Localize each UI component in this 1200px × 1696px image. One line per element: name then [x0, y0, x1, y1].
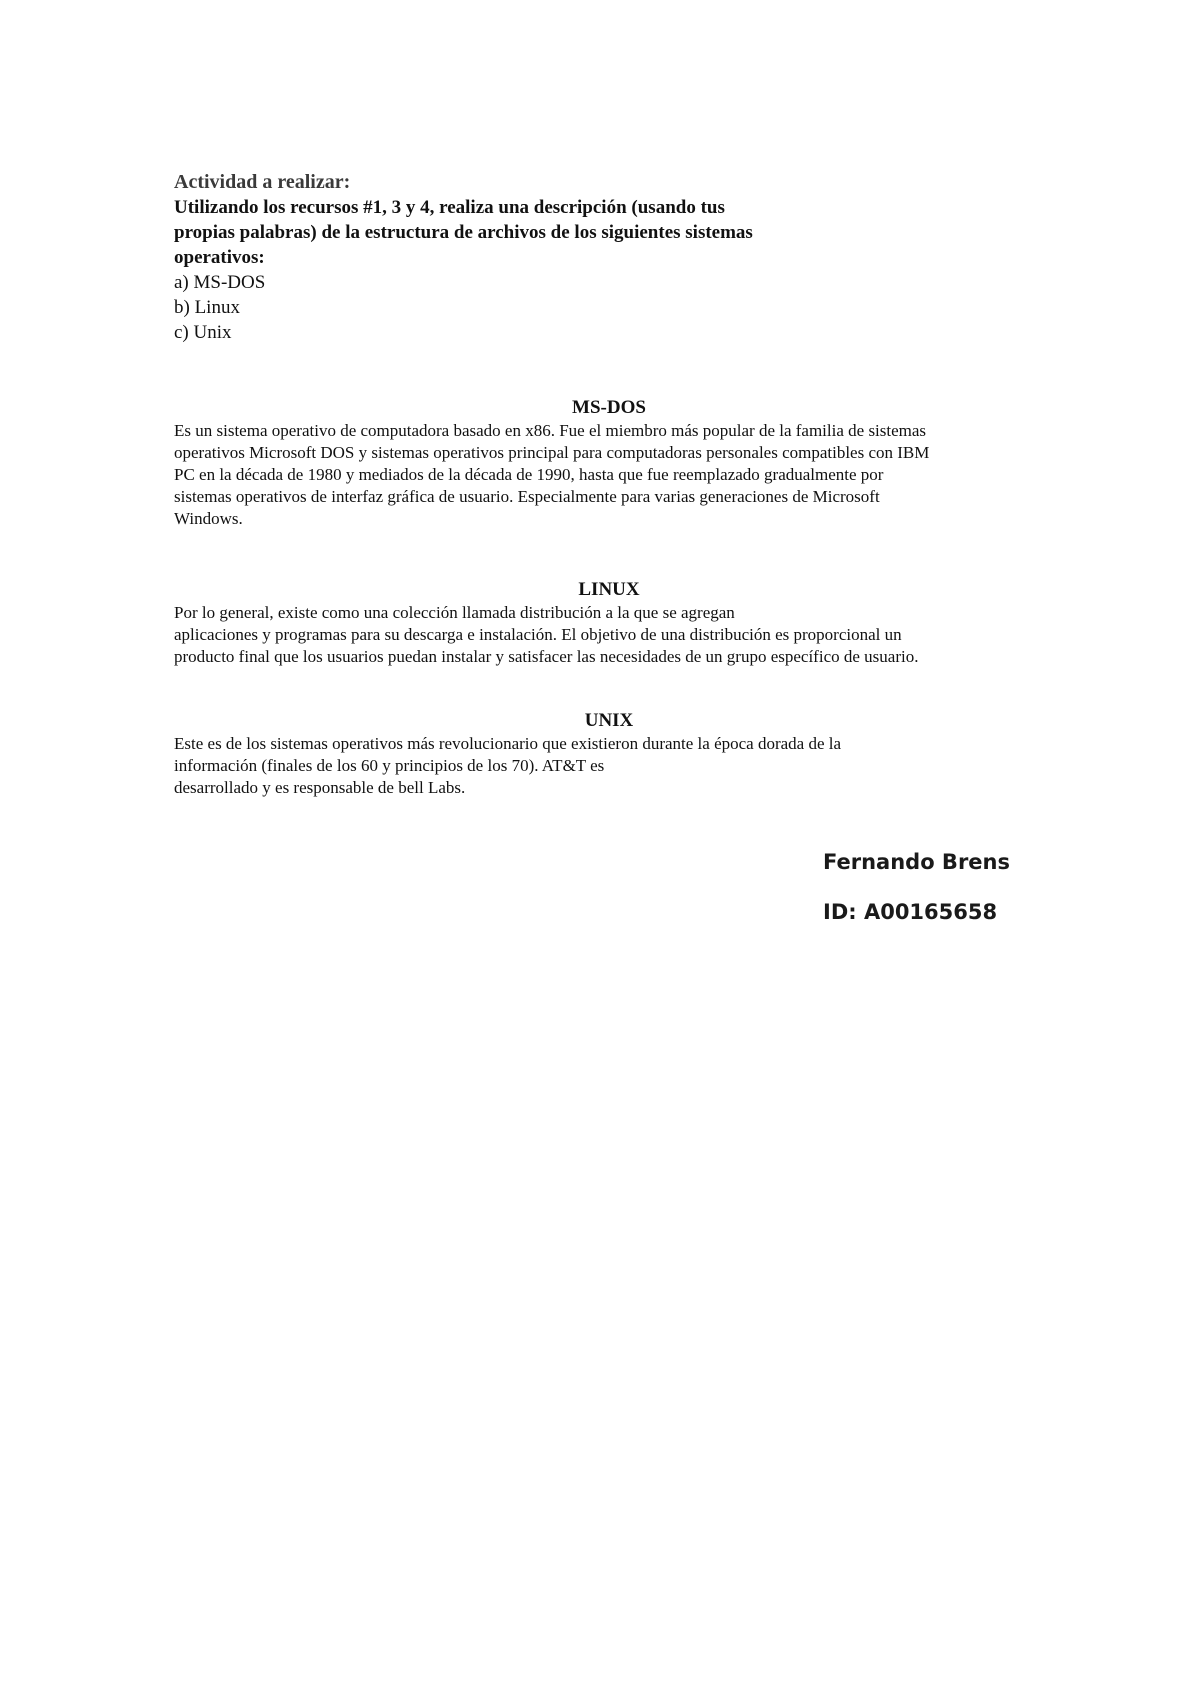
- option-msdos: a) MS-DOS: [174, 272, 266, 293]
- author-name: Fernando Brens: [823, 850, 1010, 874]
- option-linux: b) Linux: [174, 297, 240, 318]
- paragraph-line: Es un sistema operativo de computadora basado en x86. Fue el miembro más popular de la familia de sistemas: [174, 421, 927, 440]
- activity-instructions: [174, 195, 814, 270]
- instruction-line: operativos:: [174, 247, 265, 268]
- paragraph-line: operativos Microsoft DOS y sistemas operativos principal para computadoras personales compatibles con IBM: [174, 443, 930, 462]
- paragraph-line: Por lo general, existe como una colección llamada distribución a la que se agregan: [174, 603, 735, 622]
- paragraph-line: sistemas operativos de interfaz gráfica de usuario. Especialmente para varias generaciones de Microsoft: [174, 487, 880, 506]
- instruction-line: Utilizando los recursos #1, 3 y 4, realiza una descripción (usando tus: [174, 197, 725, 218]
- paragraph-line: Este es de los sistemas operativos más revolucionario que existieron durante la época dorada de la: [174, 734, 842, 753]
- paragraph-line: aplicaciones y programas para su descarga e instalación. El objetivo de una distribución es proporcional un: [174, 625, 902, 644]
- section-title: MS-DOS: [572, 397, 646, 418]
- paragraph-line: Windows.: [174, 509, 243, 528]
- section-title: LINUX: [578, 579, 640, 600]
- section-title: UNIX: [584, 710, 634, 731]
- section-msdos: [174, 396, 1044, 530]
- paragraph-line: PC en la década de 1980 y mediados de la década de 1990, hasta que fue reemplazado gradualmente por: [174, 465, 884, 484]
- option-unix: c) Unix: [174, 322, 232, 343]
- paragraph-line: desarrollado y es responsable de bell Labs.: [174, 778, 466, 797]
- signature-block: [823, 849, 1010, 949]
- activity-heading: Actividad a realizar:: [174, 171, 351, 193]
- author-id: ID: A00165658: [823, 900, 998, 924]
- instruction-line: propias palabras) de la estructura de archivos de los siguientes sistemas: [174, 222, 753, 243]
- section-linux: [174, 578, 1044, 668]
- paragraph-line: información (finales de los 60 y principios de los 70). AT&T es: [174, 756, 605, 775]
- activity-block: [174, 170, 874, 345]
- paragraph-line: producto final que los usuarios puedan instalar y satisfacer las necesidades de un grupo específico de usuario.: [174, 647, 919, 666]
- section-unix: [174, 709, 1044, 799]
